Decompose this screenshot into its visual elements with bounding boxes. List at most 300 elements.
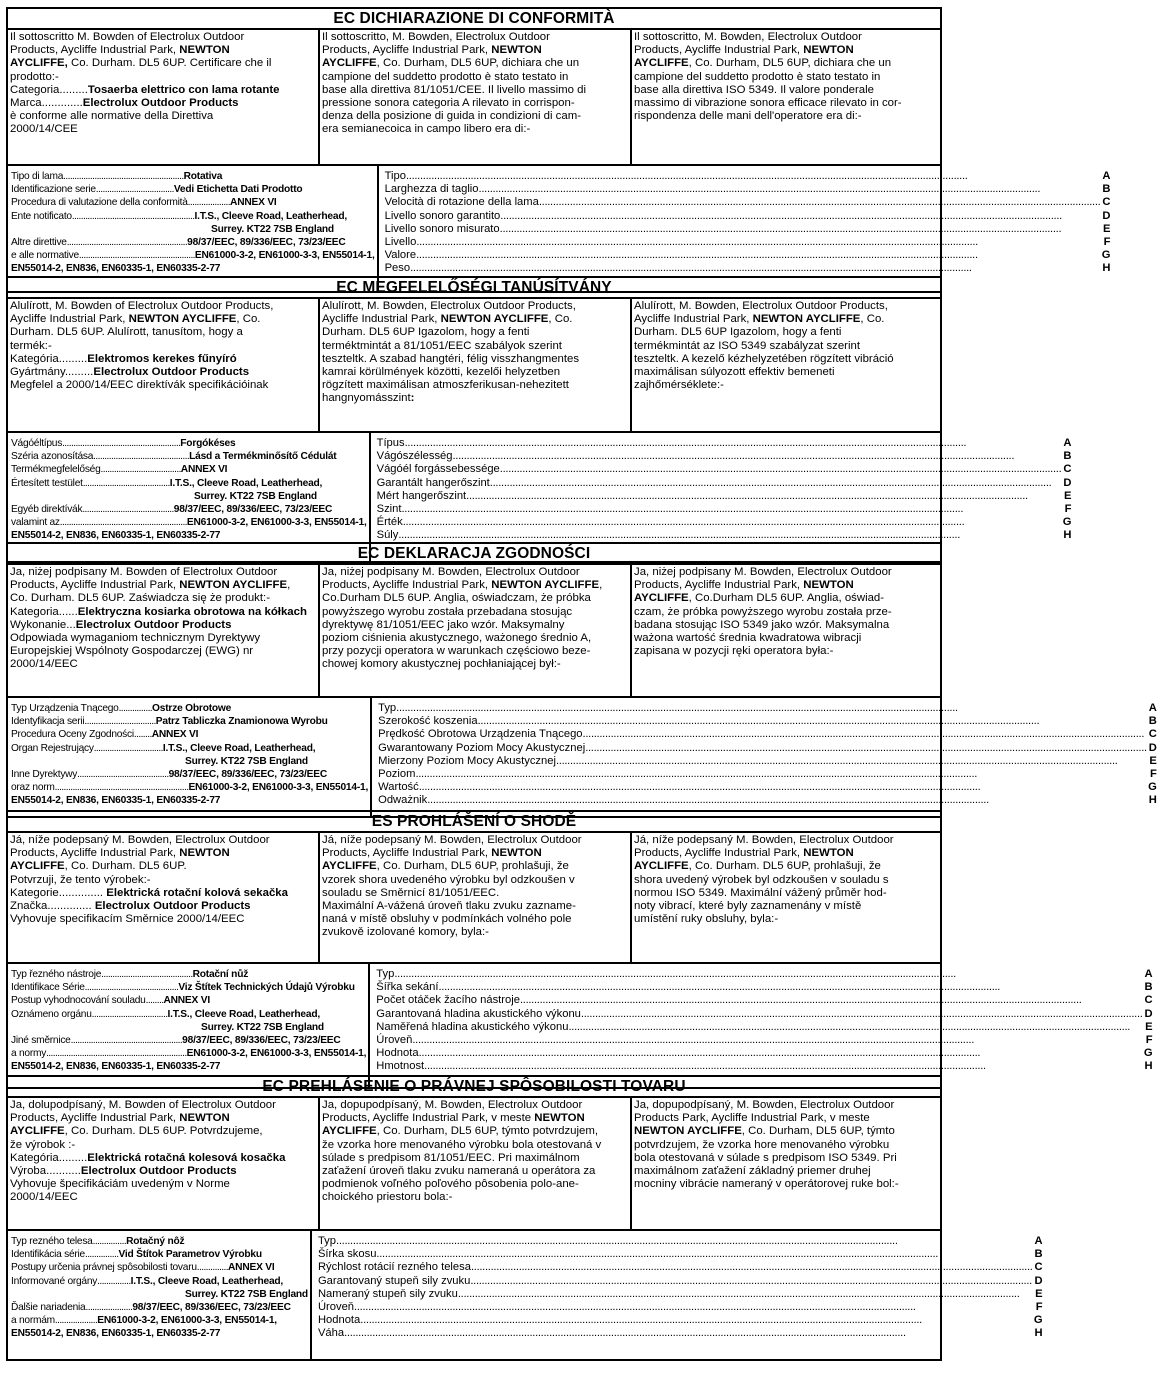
spec-value: I.T.S., Cleeve Road, Leatherhead, — [130, 1275, 284, 1287]
statement-line — [10, 84, 315, 97]
spec-value: Vid Štítok Parametrov Výrobku — [118, 1249, 262, 1261]
statement-line — [634, 44, 937, 57]
legend-row — [378, 755, 1157, 768]
spec-value: Forgókéses — [180, 438, 236, 449]
legend-row — [376, 1008, 1152, 1021]
statement-text: AYCLIFFE — [322, 1125, 377, 1138]
spec-value: ANNEX VI — [228, 1262, 275, 1274]
statement-line — [10, 645, 315, 658]
statement-text: base alla direttiva 81/1051/CEE. Il livello massimo di — [322, 83, 587, 96]
statement-line — [10, 1112, 315, 1125]
spec-leader-dots: ......................................... — [82, 504, 174, 516]
statement-line — [10, 1152, 315, 1165]
legend-row — [385, 170, 1111, 183]
legend-key: F — [1145, 1034, 1153, 1047]
statement-text: choického priestoru bola:- — [322, 1191, 453, 1204]
statement-text: AYCLIFFE — [10, 1125, 65, 1138]
spec-label: Typ Urządzenia Tnącego — [11, 703, 119, 714]
statement-text: NEWTON — [179, 44, 230, 57]
legend-label: Wartość — [378, 781, 419, 794]
statement-line — [322, 913, 627, 926]
legend-key: G — [1143, 1047, 1153, 1060]
spec-value: 98/37/EEC, 89/336/EEC, 73/23/EEC — [187, 237, 346, 249]
spec-leader-dots: ............... — [92, 1236, 127, 1247]
section-title: EC DICHIARAZIONE DI CONFORMITÀ — [8, 9, 940, 30]
spec-label: Identyfikacja serii — [11, 716, 85, 728]
spec-row — [11, 1327, 308, 1340]
legend-leader-dots: ........................................................................................................................................................................................................ — [415, 768, 978, 781]
statement-text: denza della posizione di guida in condizioni di cam- — [322, 110, 581, 123]
legend-leader-dots: ........................................................................................................................................................................................................ — [582, 728, 1145, 741]
statement-line — [322, 57, 627, 70]
legend-label: Rýchlost rotácií rezného telesa — [317, 1261, 471, 1274]
statement-text: Products Park, Aycliffe Industrial Park, v meste — [634, 1112, 870, 1125]
statement-text: , Co. Durham, DL5 6UP, týmto — [741, 1125, 895, 1138]
legend-row — [378, 728, 1157, 741]
spec-value: ANNEX VI — [163, 995, 210, 1007]
statement-text: vzorek shora uvedeného výrobku byl odzkoušen v — [322, 873, 575, 886]
legend-key: C — [1034, 1261, 1043, 1274]
statement-line — [322, 71, 627, 84]
legend-row — [318, 1248, 1043, 1261]
statement-line — [634, 579, 937, 592]
spec-label: Identificazione serie — [11, 184, 96, 196]
statement-text: Products, Aycliffe Industrial Park, — [10, 847, 180, 860]
statement-line — [10, 366, 315, 379]
spec-row — [11, 1288, 308, 1301]
legend-row — [385, 183, 1111, 196]
legend-row — [318, 1288, 1043, 1301]
legend-key: H — [1063, 529, 1072, 542]
statement-text: , Co. — [548, 313, 573, 326]
statement-text: massimo di vibrazione sonora efficace rilevato in cor- — [634, 97, 902, 110]
statement-text: Electrolux Outdoor Products — [80, 1165, 237, 1178]
legend-label: Vágószélesség — [376, 450, 453, 463]
statement-text: Products, Aycliffe Industrial Park, — [322, 579, 492, 592]
spec-value: 98/37/EEC, 89/336/EEC, 73/23/EEC — [182, 1035, 341, 1047]
statement-line — [322, 847, 627, 860]
spec-label: Oznámeno orgánu — [11, 1008, 92, 1020]
statement-text: Elektryczna kosiarka obrotowa na kółkach — [77, 605, 307, 618]
legend-row — [376, 1060, 1152, 1073]
spec-leader-dots: ................................... — [95, 184, 174, 196]
spec-value: Viz Štítek Technických Údajů Výrobku — [178, 982, 355, 994]
statement-text: czam, że próbka powyższego wyrobu została prze- — [634, 605, 892, 618]
statement-line — [10, 97, 315, 110]
statement-text: AYCLIFFE — [634, 57, 689, 70]
spec-value: I.T.S., Cleeve Road, Leatherhead, — [162, 742, 316, 754]
statement-text: campione del suddetto prodotto è stato testato in — [322, 70, 569, 83]
spec-value: Patrz Tabliczka Znamionowa Wyrobu — [155, 716, 328, 728]
statement-text: Electrolux Outdoor Products — [94, 900, 251, 913]
legend-key: C — [1102, 196, 1111, 209]
legend-key: D — [1034, 1274, 1043, 1287]
legend-label: Súly — [376, 529, 399, 542]
spec-leader-dots: ................... — [54, 1315, 98, 1327]
spec-value: EN55014-2, EN836, EN60335-1, EN60335-2-77 — [11, 263, 221, 275]
legend-leader-dots: ........................................................................................................................................................................................................ — [500, 209, 1062, 222]
legend-row — [378, 781, 1157, 794]
statement-line — [634, 619, 937, 632]
spec-row — [11, 477, 367, 490]
statement-line — [634, 592, 937, 605]
section-title: EC PREHLÁSENIE O PRÁVNEJ SPÔSOBILOSTI TOVARU — [8, 1077, 940, 1098]
legend-label: Gwarantowany Poziom Mocy Akustycznej — [378, 741, 586, 754]
statement-line — [634, 913, 937, 926]
statement-text: Il sottoscritto M. Bowden of Electrolux Outdoor — [10, 31, 245, 43]
statement-text: NEWTON — [491, 44, 542, 57]
vibration-statement — [632, 1098, 940, 1229]
statement-line — [322, 619, 627, 632]
legend-label: Naměřená hladina akustického výkonu — [376, 1020, 569, 1033]
spec-label: Procedura Oceny Zgodności — [11, 729, 134, 741]
spec-value: ANNEX VI — [230, 197, 277, 209]
statement-text: Ja, niżej podpisany M. Bowden of Electrolux Outdoor — [10, 566, 278, 578]
spec-value: 98/37/EEC, 89/336/EEC, 73/23/EEC — [168, 769, 327, 781]
statement-line — [634, 1139, 937, 1152]
statement-text: prodotto:- — [10, 70, 59, 83]
statement-text: badana stosując ISO 5349 jako wzór. Maksymalna — [634, 618, 890, 631]
statement-line — [322, 379, 627, 392]
statement-line — [10, 110, 315, 123]
spec-label: Procedura di valutazione della conformità — [11, 197, 188, 209]
statement-line — [322, 887, 627, 900]
legend-key: G — [1062, 516, 1072, 529]
statement-text: , — [599, 579, 603, 592]
statement-text: Co. Durham. DL5 6UP. Certificare che il — [67, 57, 272, 70]
spec-leader-dots: .......................................... — [84, 982, 179, 994]
statement-text: Durham. DL5 6UP. Alulírott, tanusítom, hogy a — [10, 326, 243, 339]
spec-row — [11, 183, 375, 196]
statement-line — [322, 860, 627, 873]
legend-row — [376, 1047, 1152, 1060]
spec-value: 98/37/EEC, 89/336/EEC, 73/23/EEC — [173, 504, 333, 516]
statement-text: NEWTON AYCLIFFE — [752, 313, 861, 326]
spec-row — [11, 450, 367, 463]
legend-leader-dots: ........................................................................................................................................................................................................ — [394, 968, 956, 980]
spec-value: I.T.S., Cleeve Road, Leatherhead, — [167, 1008, 320, 1020]
spec-leader-dots: ........ — [133, 729, 152, 741]
legend-key: D — [1102, 209, 1111, 222]
spec-row — [11, 1235, 308, 1248]
statement-text: Alulírott, M. Bowden, Electrolux Outdoor Products, — [634, 300, 888, 312]
statement-text: NEWTON — [803, 44, 854, 57]
legend-key: B — [1144, 981, 1153, 994]
spec-leader-dots: ...................................................... — [63, 171, 184, 182]
statement-text: Ja, dopupodpísaný, M. Bowden, Electrolux Outdoor — [634, 1099, 895, 1111]
spec-leader-dots: .................................................. — [70, 1035, 183, 1047]
statement-text: Europejskiej Wspólnoty Gospodarczej (EWG) nr — [10, 645, 254, 658]
legend-leader-dots: ........................................................................................................................................................................................................ — [416, 249, 978, 262]
spec-row — [11, 1021, 366, 1034]
legend-label: Livello sonoro garantito — [384, 209, 501, 222]
legend-label: Nameraný stupeň sily zvuku — [317, 1287, 458, 1300]
legend-leader-dots: ........................................................................................................................................................................................................ — [418, 781, 981, 794]
spec-label: Postup vyhodnocování souladu — [11, 995, 146, 1007]
statement-line — [10, 1125, 315, 1138]
legend-leader-dots: ........................................................................................................................................................................................................ — [478, 183, 1041, 196]
statement-text: NEWTON AYCLIFFE — [491, 579, 600, 592]
statement-text: termékmintát az ISO 5349 szabályzat szerint — [634, 339, 861, 352]
legend-key: E — [1063, 489, 1072, 502]
legend-key: D — [1063, 476, 1072, 489]
statement-text: zajhőmérséklete:- — [634, 379, 724, 392]
statement-line — [10, 123, 315, 136]
statement-line — [634, 834, 937, 847]
statement-line — [634, 353, 937, 366]
statement-columns — [8, 565, 940, 698]
statement-line — [634, 379, 937, 392]
legend-leader-dots: ........................................................................................................................................................................................................ — [438, 981, 1001, 994]
statement-line — [10, 1139, 315, 1152]
spec-leader-dots: ....................................... — [82, 477, 170, 489]
statement-line — [10, 44, 315, 57]
spec-value: EN55014-2, EN836, EN60335-1, EN60335-2-77 — [11, 1061, 221, 1073]
legend-label: Garantált hangerőszint — [376, 476, 490, 489]
statement-text: terméktmintát a 81/1051/EEC szabályok szerint — [322, 339, 562, 352]
legend-row — [385, 196, 1111, 209]
statement-line — [10, 300, 315, 313]
spec-value: EN61000-3-2, EN61000-3-3, EN55014-1, — [194, 250, 375, 262]
spec-label: Inne Dyrektywy — [11, 769, 78, 781]
spec-value: Surrey. KT22 7SB England — [185, 1288, 308, 1300]
statement-line — [10, 31, 315, 44]
statement-line — [322, 110, 627, 123]
statement-text: NEWTON AYCLIFFE — [440, 313, 549, 326]
spec-label: Postupy určenia právnej spôsobilosti tovaru — [11, 1262, 197, 1274]
legend-label: Livello — [384, 236, 417, 249]
spec-value: EN55014-2, EN836, EN60335-1, EN60335-2-77 — [11, 795, 221, 807]
spec-leader-dots: ................... — [187, 197, 231, 209]
statement-text: Značka.............. — [10, 900, 95, 913]
spec-leader-dots: ....................................................... — [71, 210, 195, 222]
statement-text: NEWTON AYCLIFFE — [634, 1125, 742, 1138]
spec-leader-dots: ......................................................... — [59, 517, 187, 529]
legend-leader-dots: ........................................................................................................................................................................................................ — [412, 1034, 975, 1047]
statement-line — [10, 1191, 315, 1204]
legend-row — [318, 1235, 1043, 1248]
statement-text: : — [410, 392, 415, 405]
legend-label: Počet otáček žacího nástroje — [376, 994, 520, 1007]
spec-row — [11, 968, 366, 981]
legend-row — [376, 1034, 1152, 1047]
legend-leader-dots: ........................................................................................................................................................................................................ — [470, 1261, 1033, 1274]
legend-leader-dots: ........................................................................................................................................................................................................ — [402, 516, 965, 529]
statement-line — [634, 632, 937, 645]
statement-line — [634, 1165, 937, 1178]
statement-text: , Co. Durham, DL5 6UP, dichiara che un — [688, 57, 892, 70]
statement-line — [634, 606, 937, 619]
legend-row — [385, 262, 1111, 275]
statement-line — [10, 847, 315, 860]
product-specification — [8, 698, 372, 816]
measurement-legend — [379, 166, 1117, 291]
statement-line — [322, 340, 627, 353]
spec-leader-dots: ..................... — [85, 1302, 133, 1314]
legend-label: Larghezza di taglio — [384, 183, 479, 196]
statement-line — [634, 1099, 937, 1112]
statement-line — [322, 1165, 627, 1178]
statement-text: Durham. DL5 6UP Igazolom, hogy a fenti — [322, 326, 530, 339]
specification-area — [8, 166, 1111, 291]
legend-row — [378, 702, 1157, 715]
legend-label: Livello sonoro misurato — [384, 222, 500, 235]
statement-text: normou ISO 5349. Maximální vážený průměr hod- — [634, 886, 887, 899]
legend-label: Poziom — [378, 768, 416, 781]
statement-line — [10, 1099, 315, 1112]
statement-text: Products, Aycliffe Industrial Park, — [10, 1112, 180, 1125]
spec-label: Identifikace Série — [11, 982, 85, 994]
statement-line — [10, 619, 315, 632]
statement-text: chowej komory akustycznej pochłaniającej był:- — [322, 658, 561, 671]
measurement-legend — [370, 964, 1158, 1087]
legend-key: F — [1150, 768, 1157, 781]
spec-row — [11, 1034, 366, 1047]
statement-line — [322, 1139, 627, 1152]
statement-line — [322, 1152, 627, 1165]
statement-text: poziom ciśnienia akustycznego, ważonego średnio A, — [322, 632, 592, 645]
spec-leader-dots: .................................... — [100, 464, 181, 476]
statement-text: AYCLIFFE — [322, 57, 377, 70]
statement-line — [634, 887, 937, 900]
statement-line — [322, 658, 627, 671]
statement-line — [10, 658, 315, 671]
legend-key: A — [1102, 170, 1111, 182]
legend-key: E — [1103, 222, 1111, 235]
vibration-statement — [632, 565, 940, 696]
statement-text: shora uvedený výrobek byl odzkoušen v souladu s — [634, 873, 889, 886]
manufacturer-statement — [8, 1098, 320, 1229]
statement-text: Ja, dopupodpísaný, M. Bowden, Electrolux Outdoor — [322, 1099, 583, 1111]
legend-key: C — [1148, 728, 1157, 741]
spec-leader-dots: ............................................................... — [46, 1048, 187, 1060]
spec-leader-dots: ......................................... — [77, 769, 169, 781]
statement-text: maximálnom zaťažení základný priemer druhej — [634, 1165, 871, 1178]
statement-text: Elektrická rotačná kolesová kosačka — [87, 1151, 286, 1164]
spec-label: Széria azonosítása — [11, 451, 94, 463]
statement-text: Já, níže podepsaný M. Bowden, Electrolux Outdoor — [322, 834, 582, 846]
legend-leader-dots: ........................................................................................................................................................................................................ — [344, 1327, 906, 1340]
statement-text: Aycliffe Industrial Park, — [634, 313, 753, 326]
statement-text: AYCLIFFE — [634, 592, 689, 605]
legend-label: Typ — [376, 968, 395, 980]
spec-leader-dots: ............................... — [93, 742, 163, 754]
spec-row — [11, 768, 368, 781]
spec-row — [11, 1047, 366, 1060]
legend-label: Érték — [376, 516, 403, 529]
statement-line — [322, 31, 627, 44]
statement-text: Electrolux Outdoor Products — [93, 366, 250, 379]
statement-text: Odpowiada wymaganiom technicznym Dyrektywy — [10, 632, 261, 645]
statement-text: NEWTON — [534, 1112, 585, 1125]
statement-line — [322, 606, 627, 619]
statement-line — [322, 874, 627, 887]
statement-line — [10, 592, 315, 605]
legend-label: Szint — [376, 503, 402, 516]
legend-leader-dots: ........................................................................................................................................................................................................ — [499, 222, 1062, 235]
spec-label: a normám — [11, 1315, 55, 1327]
legend-label: Hmotnost — [376, 1060, 425, 1073]
spec-value: Surrey. KT22 7SB England — [185, 755, 308, 767]
legend-row — [377, 503, 1072, 516]
legend-leader-dots: ........................................................................................................................................................................................................ — [489, 476, 1052, 489]
spec-label: Egyéb direktívák — [11, 504, 83, 516]
statement-text: Durham. DL5 6UP Igazolom, hogy a fenti — [634, 326, 842, 339]
statement-line — [10, 606, 315, 619]
spec-row — [11, 503, 367, 516]
spec-leader-dots: ............... — [97, 1275, 131, 1287]
statement-text: campione del suddetto prodotto è stato testato in — [634, 70, 881, 83]
statement-text: Ja, dolupodpísaný, M. Bowden of Electrolux Outdoor — [10, 1099, 276, 1111]
statement-text: Electrolux Outdoor Products — [75, 618, 232, 631]
statement-text: termék:- — [10, 339, 52, 352]
statement-text: Il sottoscritto, M. Bowden, Electrolux Outdoor — [322, 31, 550, 43]
statement-line — [10, 353, 315, 366]
statement-text: , Co. Durham, DL5 6UP, prohlašuji, že — [376, 860, 569, 873]
statement-text: Products, Aycliffe Industrial Park, — [322, 44, 492, 57]
statement-line — [322, 1099, 627, 1112]
legend-label: Valore — [384, 249, 417, 262]
statement-text: Ja, niżej podpisany M. Bowden, Electrolux Outdoor — [634, 566, 892, 578]
legend-row — [377, 529, 1072, 542]
legend-row — [377, 490, 1072, 503]
spec-value: Rotačný nôž — [126, 1236, 185, 1247]
statement-columns — [8, 30, 940, 166]
statement-text: dyrektywę 81/1051/EEC jako wzór. Maksymalny — [322, 618, 565, 631]
spec-row — [11, 210, 375, 223]
statement-text: Kategória......... — [10, 1151, 88, 1164]
spec-label: Értesített testület — [11, 477, 83, 489]
legend-label: Mierzony Poziom Mocy Akustycznej — [378, 754, 556, 767]
legend-leader-dots: ........................................................................................................................................................................................................ — [477, 715, 1040, 728]
statement-text: Alulírott, M. Bowden, Electrolux Outdoor Products, — [322, 300, 576, 312]
spec-row — [11, 490, 367, 503]
spec-row — [11, 1275, 308, 1288]
statement-text: Co.Durham DL5 6UP. Anglia, oświadczam, że próbka — [322, 592, 591, 605]
noise-statement — [320, 1098, 632, 1229]
statement-line — [10, 326, 315, 339]
statement-line — [322, 645, 627, 658]
legend-leader-dots: ........................................................................................................................................................................................................ — [499, 463, 1062, 476]
spec-leader-dots: .................................................... — [78, 250, 195, 262]
measurement-legend — [372, 698, 1163, 816]
statement-line — [10, 379, 315, 392]
legend-row — [318, 1275, 1043, 1288]
statement-line — [10, 900, 315, 913]
legend-label: Šířka sekání — [376, 981, 439, 994]
statement-line — [322, 1178, 627, 1191]
statement-line — [10, 1165, 315, 1178]
statement-columns — [8, 299, 940, 433]
legend-leader-dots: ........................................................................................................................................................................................................ — [424, 1060, 986, 1073]
legend-leader-dots: ........................................................................................................................................................................................................ — [466, 489, 1028, 502]
legend-leader-dots: ........................................................................................................................................................................................................ — [410, 262, 972, 275]
statement-text: že výrobok :- — [10, 1138, 76, 1151]
spec-value: Vedi Etichetta Dati Prodotto — [173, 184, 303, 196]
statement-text: 2000/14/CEE — [10, 123, 78, 136]
statement-line — [634, 1112, 937, 1125]
spec-row — [11, 196, 375, 209]
legend-row — [378, 768, 1157, 781]
legend-leader-dots: ........................................................................................................................................................................................................ — [396, 702, 958, 714]
spec-label: valamint az — [11, 517, 60, 529]
section-title: EC MEGFELELŐSÉGI TANÚSÍTVÁNY — [8, 278, 940, 299]
statement-text: Alulírott, M. Bowden of Electrolux Outdoor Products, — [10, 300, 274, 312]
legend-key: D — [1144, 1007, 1153, 1020]
spec-row — [11, 981, 366, 994]
spec-value: 98/37/EEC, 89/336/EEC, 73/23/EEC — [132, 1302, 291, 1314]
legend-label: Garantovaná hladina akustického výkonu — [376, 1007, 581, 1020]
